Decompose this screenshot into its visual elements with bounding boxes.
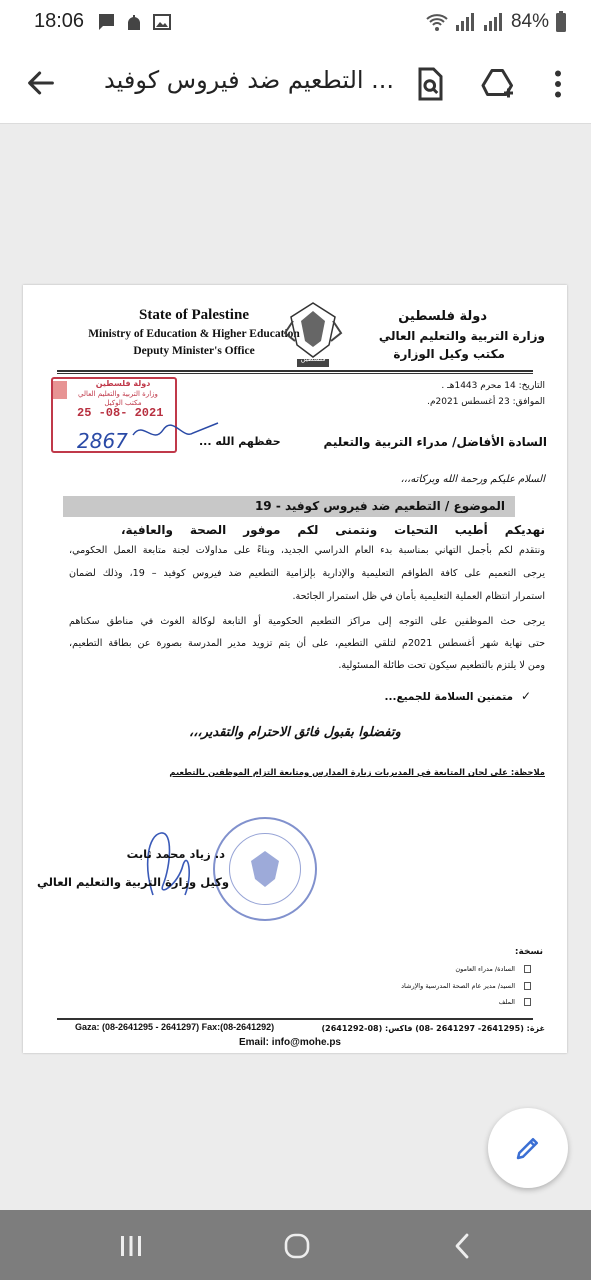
status-bar (0, 0, 591, 44)
more-options-icon[interactable] (540, 66, 576, 102)
recent-apps-icon[interactable] (118, 1234, 144, 1258)
signer-title: وكيل وزارة التربية والتعليم العالي (36, 875, 229, 889)
document-title: التطعيم ضد فيروس كوفيد ... (104, 66, 394, 94)
signal-icon-2 (483, 12, 505, 32)
message-icon (96, 12, 116, 32)
header-ar-office: مكتب وكيل الوزارة (393, 347, 505, 361)
subject: الموضوع / التطعيم ضد فيروس كوفيد - 19 (254, 499, 505, 513)
copy-bullet-icon (524, 965, 531, 973)
search-document-icon[interactable] (411, 66, 447, 102)
body-paragraph-2-line-2: حتى نهاية شهر أغسطس 2021م لتلقي التطعيم، على أن يتم تزويد مدير المدرسة بصورة عن بطاقة التطعيم، (69, 638, 545, 649)
clock: 18:06 (34, 10, 85, 32)
image-icon (152, 12, 172, 32)
edit-button[interactable] (488, 1108, 568, 1188)
stamp-line2: وزارة التربية والتعليم العالي (78, 390, 158, 398)
signal-icon (455, 12, 477, 32)
signer-name: د. زياد محمد ثابت (126, 847, 225, 861)
note: ملاحظة: على لجان المتابعة في المديريات زيارة المدارس ومتابعة التزام الموظفين بالتطعيم (169, 767, 545, 777)
addressee: السادة الأفاضل/ مدراء التربية والتعليم (323, 435, 547, 449)
stamp-emblem (53, 381, 67, 399)
copy-item-1: السادة/ مدراء العامون (455, 965, 515, 973)
mosque-icon (124, 12, 144, 32)
body-paragraph-2-line-1: يرجى حث الموظفين على التوجه إلى مراكز التطعيم الحكومية أو التابعة لوكالة الغوث في مناطق سكناهم (69, 616, 545, 627)
header-ar-state: دولة فلسطين (398, 309, 487, 324)
navigation-bar (0, 1210, 591, 1280)
date-gregorian: الموافق: 23 أغسطس 2021م. (427, 397, 545, 407)
home-icon[interactable] (283, 1232, 311, 1260)
back-arrow-icon[interactable] (24, 66, 58, 100)
body-paragraph-1-line-3: استمرار انتظام العملية التعليمية بأمان في ظل استمرار الجائحة. (292, 591, 545, 602)
copy-label: نسخة: (514, 947, 543, 957)
footer-contact-ar: غزة: (2641295- 2641297 -08) فاكس: (08-2641292) (321, 1024, 545, 1033)
date-hijri: التاريخ: 14 محرم 1443هـ . (441, 381, 545, 391)
greeting: السلام عليكم ورحمة الله وبركاته،،، (400, 474, 545, 485)
body-paragraph-2-line-3: ومن لا يلتزم بالتطعيم سيكون تحت طائلة المسئولية. (338, 660, 545, 671)
wishes: متمنين السلامة للجميع... (384, 691, 513, 703)
closing: وتفضلوا بقبول فائق الاحترام والتقدير،،، (189, 725, 401, 740)
header-divider (57, 370, 533, 372)
stamp-number: 2867 (77, 429, 128, 453)
emblem-caption: فلسطين (300, 355, 326, 363)
footer-divider (57, 1018, 533, 1020)
body-paragraph-1-line-2: يرجى التعميم على كافة الطواقم التعليمية والإدارية بإلزامية التطعيم ضد فيروس كوفيد – 19، وذلك لضمان (69, 568, 545, 579)
back-nav-icon[interactable] (452, 1232, 472, 1260)
copy-item-3: الملف (498, 998, 515, 1006)
app-bar (0, 44, 591, 124)
intro-line: نهديكم أطيب التحيات ونتمنى لكم موفور الصحة والعافية، (121, 523, 545, 537)
wifi-icon (425, 12, 449, 32)
header-en-office: Deputy Minister's Office (133, 345, 255, 357)
add-to-drive-icon[interactable] (480, 66, 516, 102)
header-en-state: State of Palestine (139, 307, 249, 323)
signature (133, 825, 203, 905)
check-icon: ✓ (520, 689, 531, 703)
copy-item-2: السيد/ مدير عام الصحة المدرسية والإرشاد (401, 982, 515, 990)
header-ar-ministry: وزارة التربية والتعليم العالي (378, 329, 545, 343)
document-page (23, 285, 567, 1053)
stamp-date: 25 -08- 2021 (77, 406, 164, 420)
header-en-ministry: Ministry of Education & Higher Education (88, 328, 300, 340)
footer-contact-en: Gaza: (08-2641295 - 2641297) Fax:(08-2641292) (75, 1022, 275, 1032)
footer-email: Email: info@mohe.ps (239, 1037, 341, 1048)
stamp-line1: دولة فلسطين (95, 379, 151, 388)
seal-emblem (243, 847, 287, 891)
pencil-icon (513, 1133, 543, 1163)
addressee-suffix: حفظهم الله ... (199, 435, 281, 448)
body-paragraph-1-line-1: ونتقدم لكم بأجمل التهاني بمناسبة بدء العام الدراسي الجديد، وبناءً على مداولات لجنة متابعة العمل الحكومي، (69, 545, 545, 556)
stamp-line3: مكتب الوكيل (104, 399, 142, 407)
battery-percent: 84% (510, 11, 549, 32)
battery-icon (555, 11, 567, 33)
